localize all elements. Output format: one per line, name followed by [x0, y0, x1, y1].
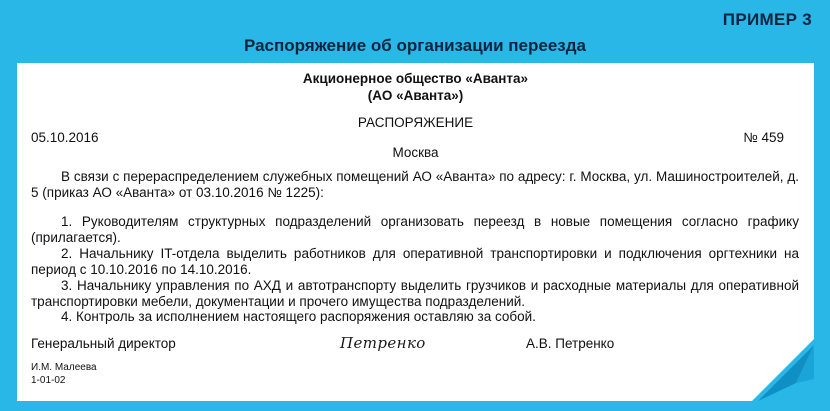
- executor-name: И.М. Малеева: [31, 362, 97, 373]
- document-number: № 459: [743, 130, 784, 145]
- document-city: Москва: [392, 145, 439, 160]
- executor-phone: 1-01-02: [31, 374, 66, 386]
- document-sheet: [17, 63, 814, 401]
- organization-full-name: Акционерное общество «Аванта»: [302, 71, 529, 86]
- document-date: 05.10.2016: [31, 130, 99, 145]
- order-item-1: 1. Руководителям структурных подразделений организовать переезд в новые помещения согласно графику (прилагается).: [31, 214, 799, 245]
- order-item-4: 4. Контроль за исполнением настоящего распоряжения оставляю за собой.: [61, 309, 536, 324]
- signer-position: Генеральный директор: [31, 336, 176, 351]
- executor-block: [31, 362, 97, 387]
- example-label: ПРИМЕР 3: [722, 10, 812, 29]
- page-curl-corner: [752, 339, 814, 401]
- frame-title: Распоряжение об организации переезда: [243, 36, 587, 55]
- order-item-3: 3. Начальнику управления по АХД и автотранспорту выделить грузчиков и расходные материалы для оперативной транспортировки мебели, документации и прочего имущества подразделений.: [31, 278, 799, 309]
- document-type: РАСПОРЯЖЕНИЕ: [357, 115, 474, 130]
- organization-short-name: (АО «Аванта»): [367, 88, 464, 103]
- order-item-2: 2. Начальнику IT-отдела выделить работников для оперативной транспортировки и подключения оргтехники на период с 10.10.2016 по 14.10.2016.: [31, 246, 799, 277]
- handwritten-signature: Петренко: [340, 334, 426, 352]
- intro-paragraph: В связи с перераспределением служебных помещений АО «Аванта» по адресу: г. Москва, ул. Машиностроителей, д. 5 (приказ АО «Аванта» от 03.10.2016 № 1225):: [31, 169, 799, 200]
- signer-name: А.В. Петренко: [526, 336, 615, 351]
